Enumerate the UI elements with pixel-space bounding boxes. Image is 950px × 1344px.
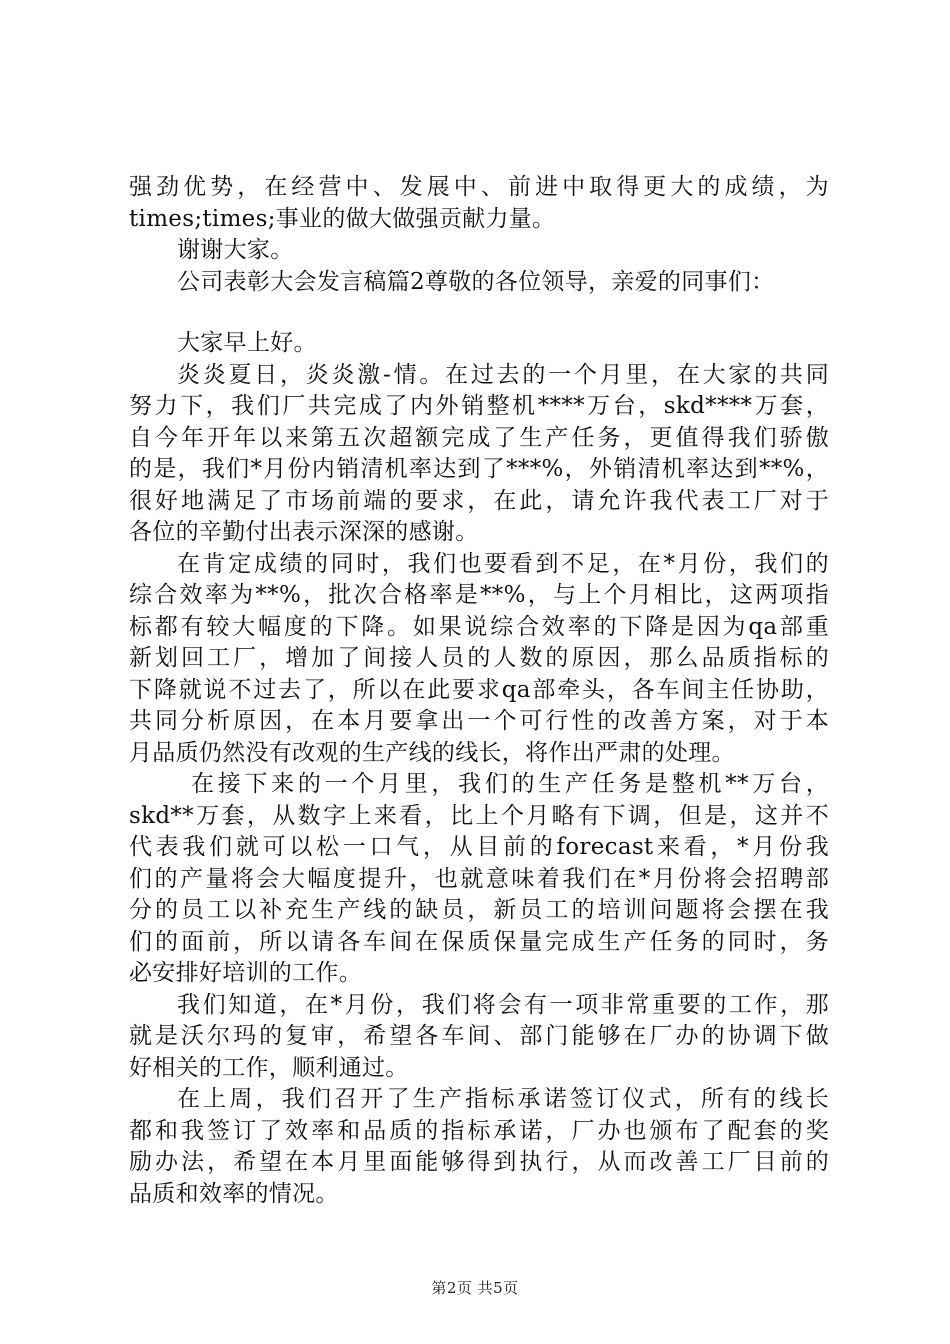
text-line: 们的产量将会大幅度提升，也就意味着我们在*月份将会招聘部 xyxy=(129,865,829,892)
text-line: skd**万套，从数字上来看，比上个月略有下调，但是，这并不 xyxy=(129,802,829,829)
text-line: 就是沃尔玛的复审，希望各车间、部门能够在厂办的协调下做 xyxy=(129,1023,829,1049)
text-line: 很好地满足了市场前端的要求，在此，请允许我代表工厂对于 xyxy=(129,487,829,514)
text-line: 在肯定成绩的同时，我们也要看到不足，在*月份，我们的 xyxy=(177,550,829,577)
text-line: 月品质仍然没有改观的生产线的线长，将作出严肃的处理。 xyxy=(129,739,735,766)
document-body xyxy=(129,172,829,1210)
text-line: 新划回工厂，增加了间接人员的人数的原因，那么品质指标的 xyxy=(129,645,829,671)
text-line: 必安排好培训的工作。 xyxy=(129,960,362,986)
text-line: 谢谢大家。 xyxy=(177,237,294,263)
text-line: 自今年开年以来第五次超额完成了生产任务，更值得我们骄傲 xyxy=(129,424,829,451)
text-line: 综合效率为**%，批次合格率是**%，与上个月相比，这两项指 xyxy=(129,582,829,608)
text-line: 努力下，我们厂共完成了内外销整机****万台，skd****万套， xyxy=(129,393,829,419)
text-line: 励办法，希望在本月里面能够得到执行，从而改善工厂目前的 xyxy=(129,1149,829,1175)
text-line: 好相关的工作，顺利通过。 xyxy=(129,1054,409,1081)
text-line: 品质和效率的情况。 xyxy=(129,1180,339,1207)
text-line: 都和我签订了效率和品质的指标承诺，厂办也颁布了配套的奖 xyxy=(129,1117,829,1144)
text-line: 下降就说不过去了，所以在此要求qa部牵头，各车间主任协助， xyxy=(129,676,829,703)
text-line: 大家早上好。 xyxy=(177,330,317,356)
text-line: 各位的辛勤付出表示深深的感谢。 xyxy=(129,519,479,545)
text-line: 在上周，我们召开了生产指标承诺签订仪式，所有的线长 xyxy=(177,1086,829,1112)
text-line: 们的面前，所以请各车间在保质保量完成生产任务的同时，务 xyxy=(129,928,829,955)
text-line: 炎炎夏日，炎炎激-情。在过去的一个月里，在大家的共同 xyxy=(177,361,829,388)
text-line: 我们知道，在*月份，我们将会有一项非常重要的工作，那 xyxy=(177,991,829,1018)
text-line: times;times;事业的做大做强贡献力量。 xyxy=(129,205,556,232)
text-line: 强劲优势，在经营中、发展中、前进中取得更大的成绩，为 xyxy=(129,174,829,200)
text-line: 在接下来的一个月里，我们的生产任务是整机**万台， xyxy=(191,771,829,797)
text-line: 公司表彰大会发言稿篇2尊敬的各位领导，亲爱的同事们： xyxy=(177,268,775,295)
text-line: 标都有较大幅度的下降。如果说综合效率的下降是因为qa部重 xyxy=(129,613,829,640)
text-line: 共同分析原因，在本月要拿出一个可行性的改善方案，对于本 xyxy=(129,708,829,734)
text-line: 代表我们就可以松一口气，从目前的forecast来看，*月份我 xyxy=(129,834,829,860)
text-line: 的是，我们*月份内销清机率达到了***%，外销清机率达到**%， xyxy=(129,456,829,482)
page-number-footer: 第2页 共5页 xyxy=(431,1279,519,1297)
text-line: 分的员工以补充生产线的缺员，新员工的培训问题将会摆在我 xyxy=(129,897,829,923)
